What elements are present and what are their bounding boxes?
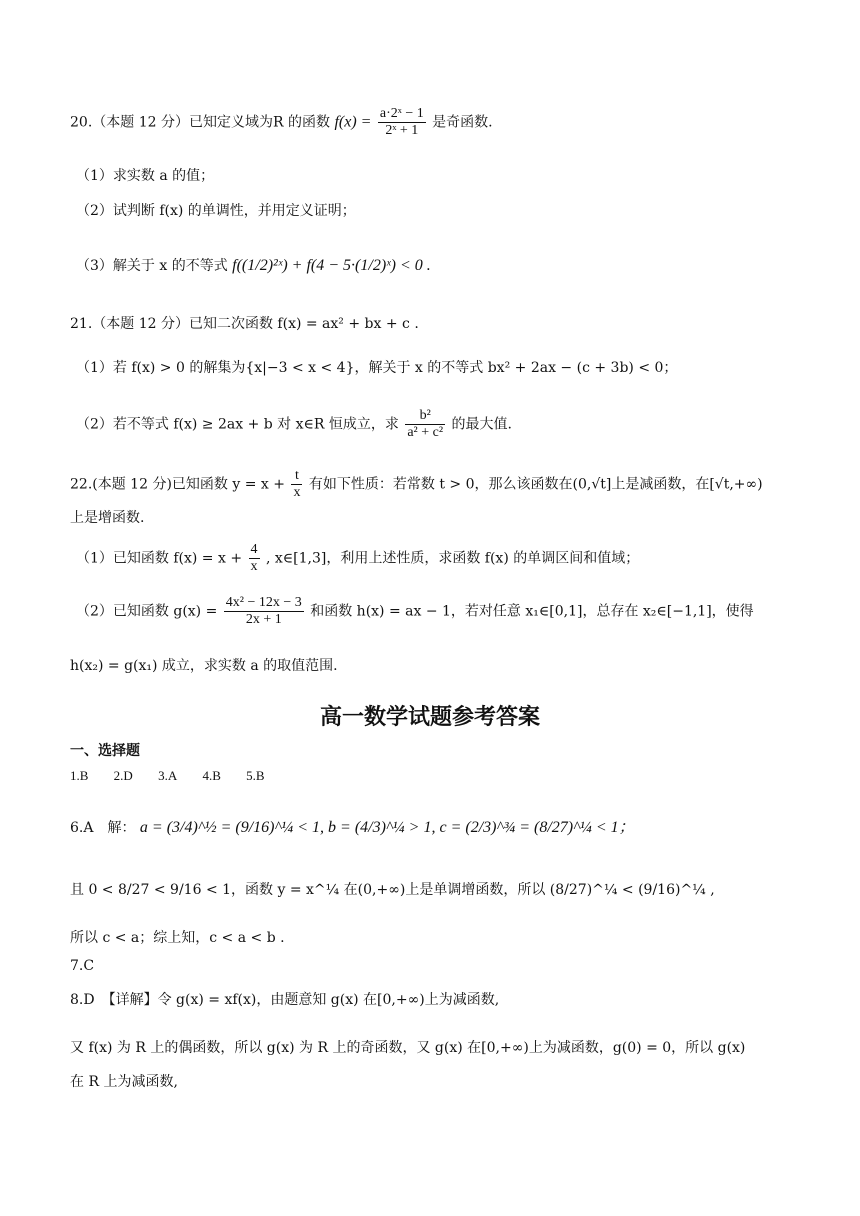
q22-part2-tail: 和函数 h(x) = ax − 1，若对任意 x₁∈[0,1]，总存在 x₂∈[−1,1]，使得 (310, 603, 754, 620)
q22-part2-fraction (224, 595, 304, 628)
q20-part1: （1）求实数 a 的值； (76, 168, 215, 184)
q21-fraction-den: a² + c² (407, 425, 444, 441)
q22-part1-text: （1）已知函数 f(x) = x + (76, 550, 243, 567)
q22-stem-fraction (291, 468, 302, 501)
q21-fraction-num: b² (405, 408, 445, 425)
q22-part2-cont: h(x₂) = g(x₁) 成立，求实数 a 的取值范围. (70, 658, 338, 674)
section-heading: 一、选择题 (70, 743, 140, 759)
q22-part1-fraction-den: x (250, 559, 258, 575)
answers-title: 高一数学试题参考答案 (319, 705, 540, 730)
answer-4: 4.B (202, 768, 221, 783)
answer-8-line3: 在 R 上为减函数, (70, 1074, 178, 1090)
q22-stem-fraction-num: t (291, 468, 302, 485)
q20-stem (70, 106, 493, 139)
answer-8-line1: 8.D 【详解】令 g(x) = xf(x)，由题意知 g(x) 在[0,+∞)上为减函数, (70, 992, 500, 1008)
answer-1: 1.B (70, 768, 89, 783)
q22-stem-cont: 上是增函数. (70, 510, 145, 526)
answer-6-line3: 所以 c < a；综上知，c < a < b . (70, 930, 285, 946)
answer-3: 3.A (158, 768, 178, 783)
answer-5: 5.B (246, 768, 265, 783)
answer-6-label: 6.A 解： (70, 820, 136, 836)
q20-fraction-den: 2ˣ + 1 (385, 123, 419, 139)
q22-part2 (76, 595, 754, 628)
q21-fraction (405, 408, 445, 441)
choice-answers (70, 768, 287, 784)
q22-stem-text: 22.(本题 12 分)已知函数 y = x + (70, 476, 285, 493)
q20-part3-text: （3）解关于 x 的不等式 (76, 258, 228, 274)
q20-tail: 是奇函数. (432, 114, 493, 131)
q20-func: f(x) = (334, 113, 372, 131)
q21-part2-text: （2）若不等式 f(x) ≥ 2ax + b 对 x∈R 恒成立，求 (76, 416, 399, 433)
answer-2: 2.D (113, 768, 133, 783)
q22-stem-fraction-den: x (293, 485, 301, 501)
answer-7: 7.C (70, 958, 95, 974)
q22-part1-tail: , x∈[1,3]，利用上述性质，求函数 f(x) 的单调区间和值域； (265, 550, 640, 567)
q22-part1 (76, 542, 639, 575)
q20-part2: （2）试判断 f(x) 的单调性，并用定义证明； (76, 203, 356, 219)
q20-fraction-num: a·2ˣ − 1 (378, 106, 426, 123)
q21-stem: 21.（本题 12 分）已知二次函数 f(x) = ax² + bx + c . (70, 316, 419, 332)
q20-part3-math: f((1/2)²ˣ) + f(4 − 5·(1/2)ˣ) < 0 . (232, 257, 431, 274)
q22-stem (70, 468, 763, 501)
q21-part1: （1）若 f(x) > 0 的解集为{x|−3 < x < 4}，解关于 x 的不等式 bx² + 2ax − (c + 3b) < 0； (76, 360, 678, 376)
q20-part3 (76, 256, 431, 275)
q22-part2-fraction-num: 4x² − 12x − 3 (224, 595, 304, 612)
q22-part1-fraction (249, 542, 260, 575)
q22-part1-fraction-num: 4 (249, 542, 260, 559)
answer-6 (70, 818, 635, 837)
q20-stem-text: 20.（本题 12 分）已知定义域为R 的函数 (70, 114, 330, 131)
q21-part2-tail: 的最大值. (451, 416, 512, 433)
q22-part2-text: （2）已知函数 g(x) = (76, 603, 218, 620)
q22-part2-fraction-den: 2x + 1 (245, 612, 282, 628)
answer-8-line2: 又 f(x) 为 R 上的偶函数，所以 g(x) 为 R 上的奇函数，又 g(x) 在[0,+∞)上为减函数，g(0) = 0，所以 g(x) (70, 1040, 746, 1056)
q21-part2 (76, 408, 512, 441)
q20-fraction (378, 106, 426, 139)
q22-stem-tail: 有如下性质：若常数 t > 0，那么该函数在(0,√t]上是减函数，在[√t,+∞) (308, 476, 763, 493)
answer-6-math: a = (3/4)^½ = (9/16)^¼ < 1, b = (4/3)^¼ > 1, c = (2/3)^¾ = (8/27)^¼ < 1； (139, 819, 635, 836)
answer-6-line2: 且 0 < 8/27 < 9/16 < 1，函数 y = x^¼ 在(0,+∞)上是单调增函数，所以 (8/27)^¼ < (9/16)^¼ , (70, 882, 715, 898)
